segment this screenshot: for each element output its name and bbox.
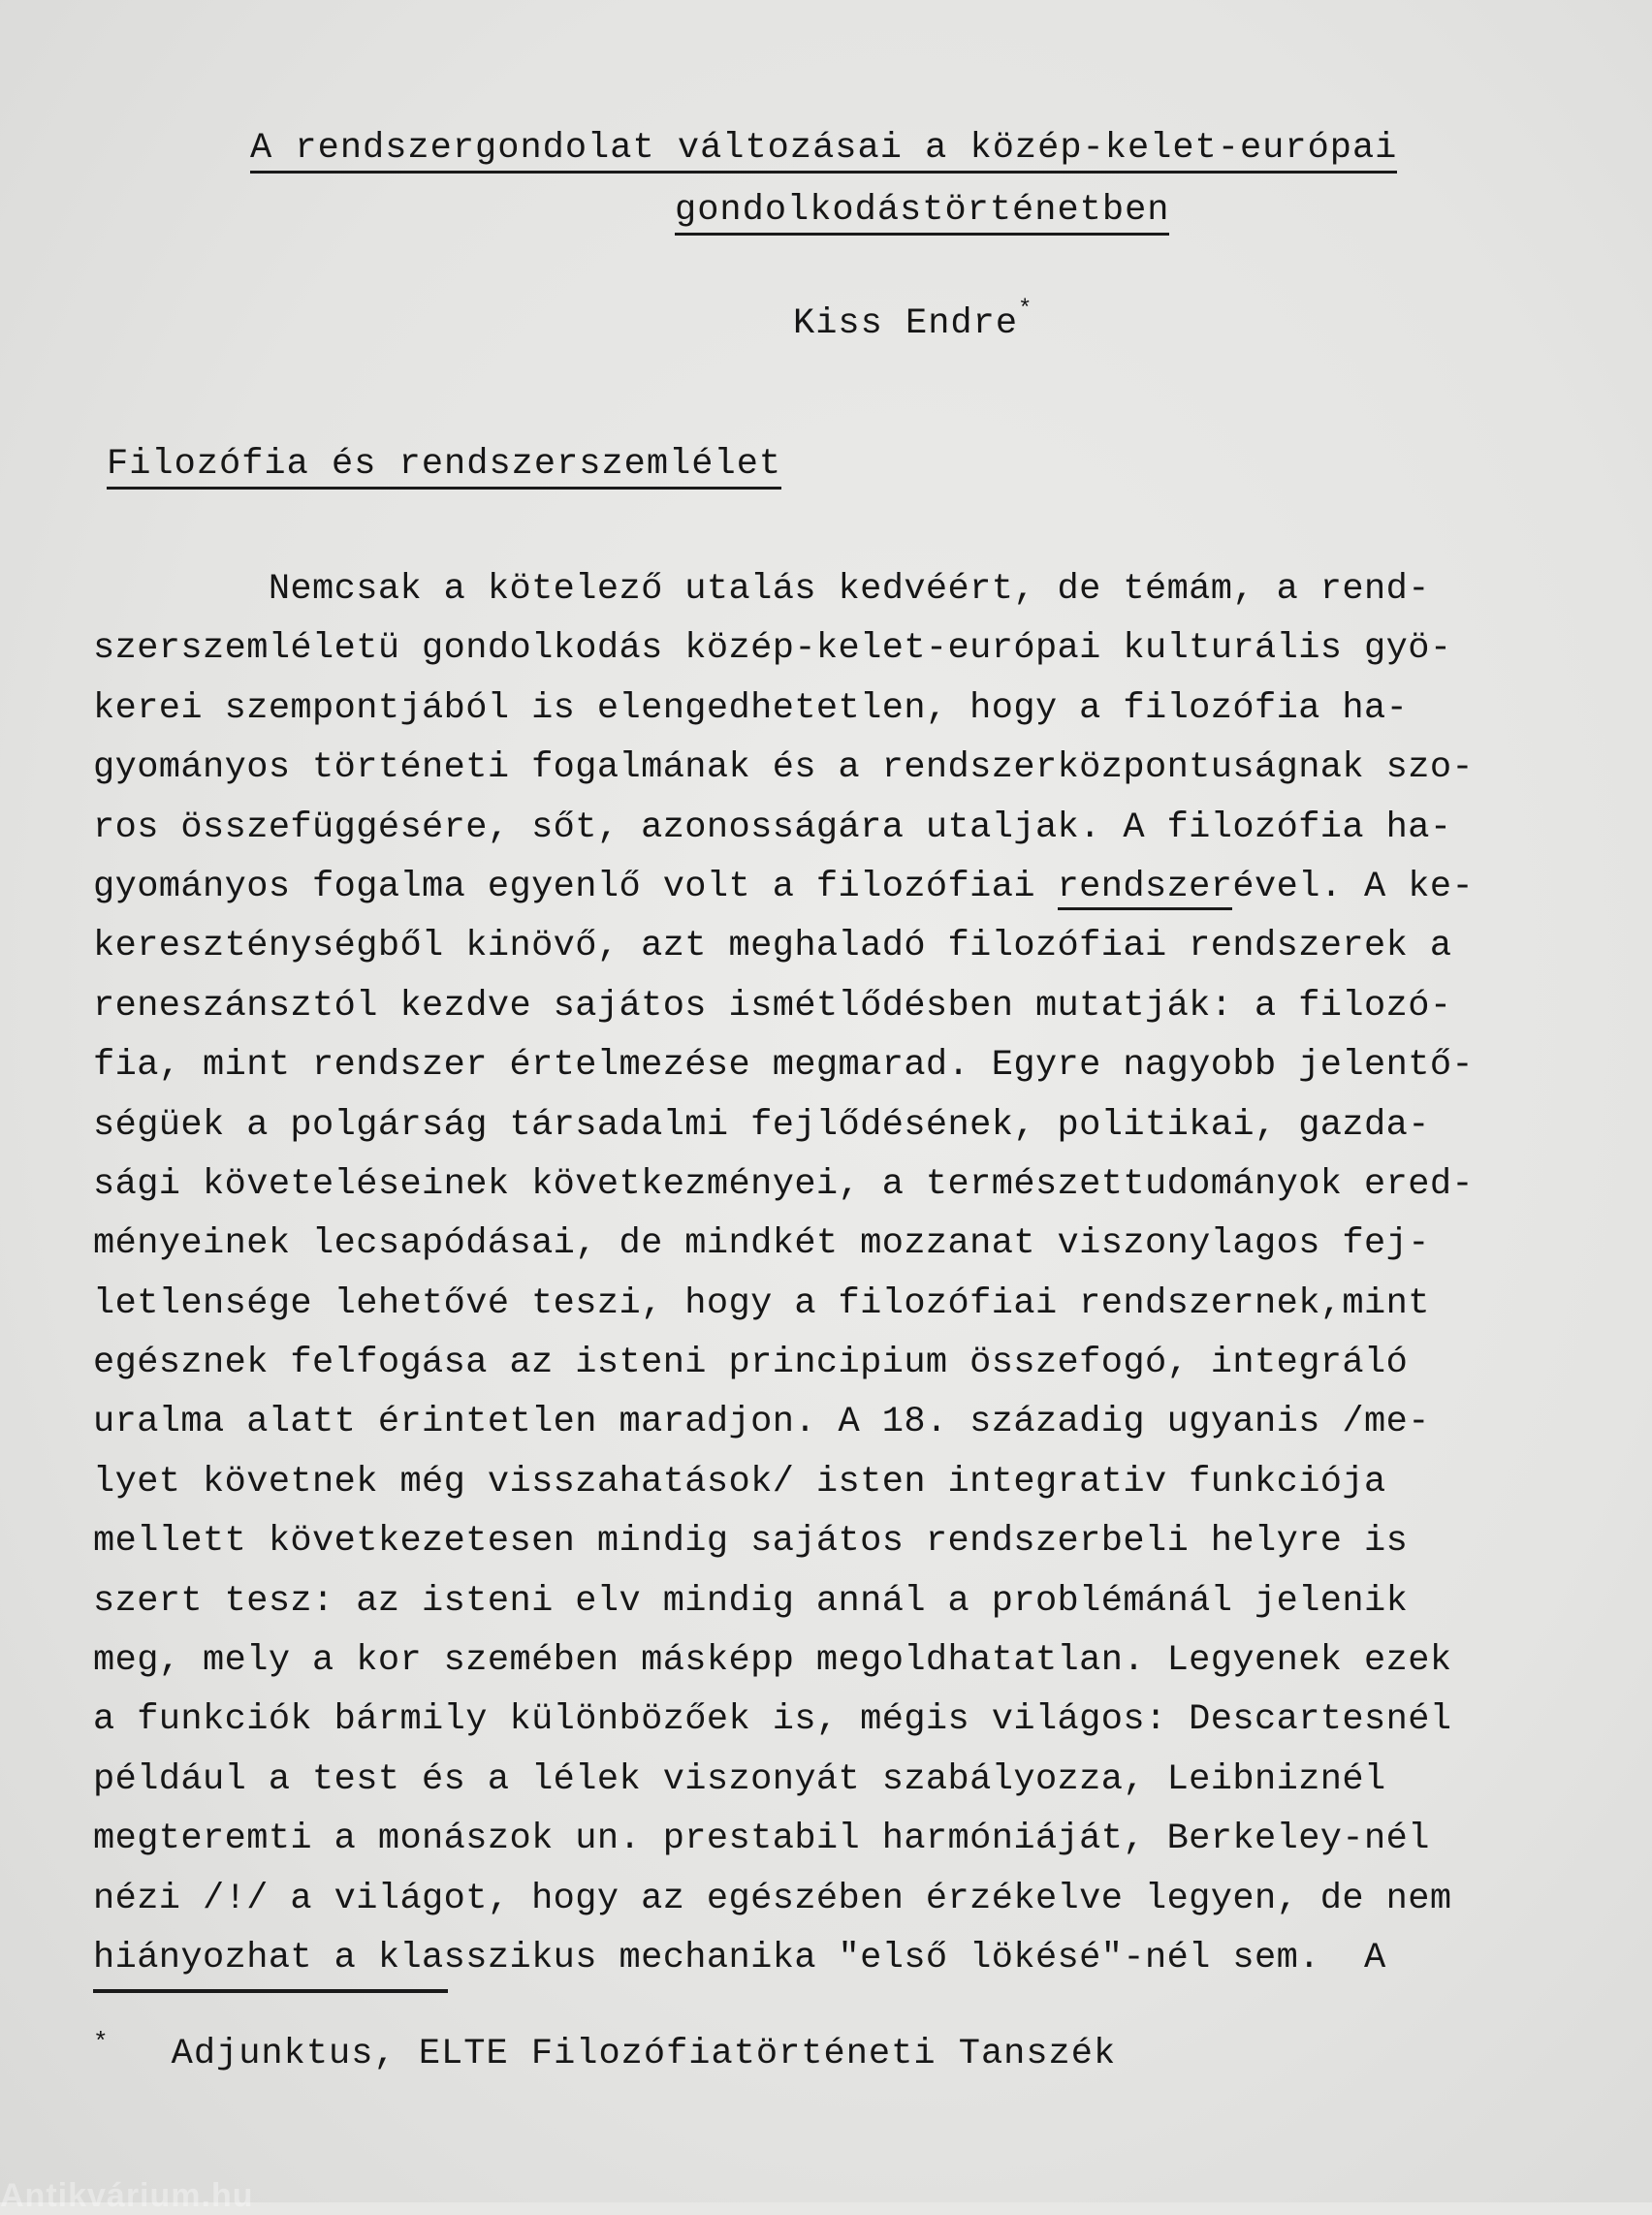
text-line: fia, mint rendszer értelmezése megmarad. Egyre nagyobb jelentő- bbox=[93, 1045, 1475, 1087]
author-name bbox=[793, 297, 1032, 344]
text-line: kerei szempontjából is elengedhetetlen, hogy a filozófia ha- bbox=[93, 687, 1409, 729]
text-line: szerszemléletü gondolkodás közép-kelet-európai kulturális gyö- bbox=[93, 628, 1452, 670]
text-line: gyományos történeti fogalmának és a rendszerközpontuságnak szo- bbox=[93, 747, 1475, 789]
text-line: egésznek felfogása az isteni principium összefogó, integráló bbox=[93, 1343, 1409, 1384]
footnote-text: Adjunktus, ELTE Filozófiatörténeti Tanszék bbox=[171, 2034, 1117, 2074]
text-line: uralma alatt érintetlen maradjon. A 18. századig ugyanis /me- bbox=[93, 1402, 1430, 1443]
text-line: megteremti a monászok un. prestabil harmóniáját, Berkeley-nél bbox=[93, 1819, 1430, 1860]
text-line: nézi /!/ a világot, hogy az egészében érzékelve legyen, de nem bbox=[93, 1878, 1452, 1919]
text-line-start: gyományos fogalma egyenlő volt a filozófiai bbox=[93, 866, 1058, 907]
text-line: hiányozhat a klasszikus mechanika "első lökésé"-nél sem. A bbox=[93, 1937, 1386, 1978]
author-footnote-mark: * bbox=[1018, 297, 1033, 323]
text-line: lyet követnek még visszahatások/ isten integrativ funkciója bbox=[93, 1461, 1386, 1503]
text-line: meg, mely a kor szemében másképp megoldhatatlan. Legyenek ezek bbox=[93, 1640, 1452, 1682]
title-line-1: A rendszergondolat változásai a közép-kelet-európai bbox=[250, 126, 1397, 174]
text-line: letlensége lehetővé teszi, hogy a filozófiai rendszernek,mint bbox=[93, 1282, 1430, 1324]
footnote-mark: * bbox=[93, 2028, 110, 2057]
footnote-rule bbox=[93, 1989, 448, 1993]
text-line: például a test és a lélek viszonyát szabályozza, Leibniznél bbox=[93, 1758, 1386, 1800]
text-line: kereszténységből kinövő, azt meghaladó filozófiai rendszerek a bbox=[93, 926, 1452, 967]
text-line bbox=[93, 858, 1605, 917]
text-line: sági követeléseinek következményei, a természettudományok ered- bbox=[93, 1163, 1475, 1205]
body-paragraph bbox=[93, 560, 1605, 1988]
text-line: ros összefüggésére, sőt, azonosságára utaljak. A filozófia ha- bbox=[93, 807, 1452, 848]
title-line-2: gondolkodástörténetben bbox=[675, 188, 1169, 236]
text-line: szert tesz: az isteni elv mindig annál a problémánál jelenik bbox=[93, 1580, 1409, 1622]
text-line: ségüek a polgárság társadalmi fejlődésének, politikai, gazda- bbox=[93, 1104, 1430, 1146]
text-line: reneszánsztól kezdve sajátos ismétlődésben mutatják: a filozó- bbox=[93, 985, 1452, 1027]
section-heading: Filozófia és rendszerszemlélet bbox=[107, 442, 781, 490]
text-line: a funkciók bármily különbözőek is, mégis világos: Descartesnél bbox=[93, 1699, 1452, 1741]
footnote bbox=[93, 2028, 1116, 2074]
document-title bbox=[250, 120, 1452, 238]
text-line: ményeinek lecsapódásai, de mindkét mozzanat viszonylagos fej- bbox=[93, 1223, 1430, 1265]
watermark: Antikvárium.hu bbox=[0, 2177, 254, 2214]
author-text: Kiss Endre bbox=[793, 303, 1019, 344]
text-line: mellett következetesen mindig sajátos rendszerbeli helyre is bbox=[93, 1521, 1409, 1563]
text-line-end: ével. A ke- bbox=[1232, 866, 1475, 907]
underlined-word: rendszer bbox=[1058, 867, 1233, 910]
text-line: Nemcsak a kötelező utalás kedvéért, de témám, a rend- bbox=[93, 569, 1430, 610]
